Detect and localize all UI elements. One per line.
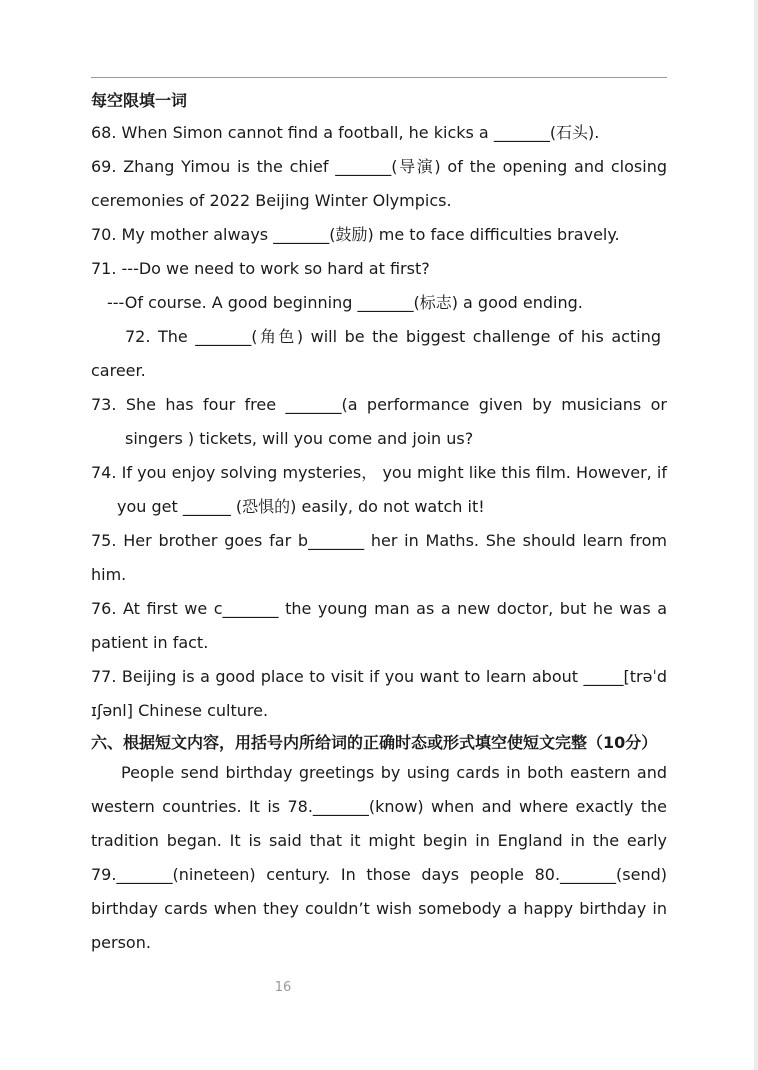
question-72-line2: career. [91,361,146,380]
document-body [91,90,667,960]
question-74-line2: you get ______ (恐惧的) easily, do not watch it! [117,497,485,516]
question-76: 76. At first we c_______ the young man as a new doctor, but he was a patient in fact. [91,599,667,652]
instruction-heading: 每空限填一词 [91,91,188,110]
question-71-line2: ---Of course. A good beginning _______(标志) a good ending. [107,293,583,312]
question-70: 70. My mother always _______(鼓励) me to face difficulties bravely. [91,225,620,244]
passage-paragraph: People send birthday greetings by using cards in both eastern and western countries. It is 78._______(know) when and where exactly the tradition began. It is said that it might begin in England in the early 79._______(nineteen) century. In those days people 80._______(send) birthday cards when they couldn’t wish somebody a happy birthday in person. [91,763,667,952]
question-74-line1: 74. If you enjoy solving mysteries， you might like this film. However, if [91,463,667,482]
question-68: 68. When Simon cannot find a football, he kicks a _______(石头). [91,123,600,142]
question-75: 75. Her brother goes far b_______ her in Maths. She should learn from him. [91,531,667,584]
question-72-line1: 72. The _______(角色) will be the biggest challenge of his acting [125,327,661,346]
question-69-line2: ceremonies of 2022 Beijing Winter Olympics. [91,191,452,210]
question-73-line1: 73. She has four free _______(a performance given by musicians or [91,395,667,414]
page-edge [754,0,758,1070]
header-rule [91,77,667,78]
page-number: 16 [274,980,292,995]
question-69-line1: 69. Zhang Yimou is the chief _______(导演) of the opening and closing [91,157,667,176]
question-77: 77. Beijing is a good place to visit if you want to learn about _____[trəˈdɪʃənl] Chinese culture. [91,667,667,720]
question-71-line1: 71. ---Do we need to work so hard at first? [91,259,430,278]
question-73-line2: singers ) tickets, will you come and join us? [125,429,474,448]
section-6-heading: 六、根据短文内容，用括号内所给词的正确时态或形式填空使短文完整（10分） [91,733,658,752]
